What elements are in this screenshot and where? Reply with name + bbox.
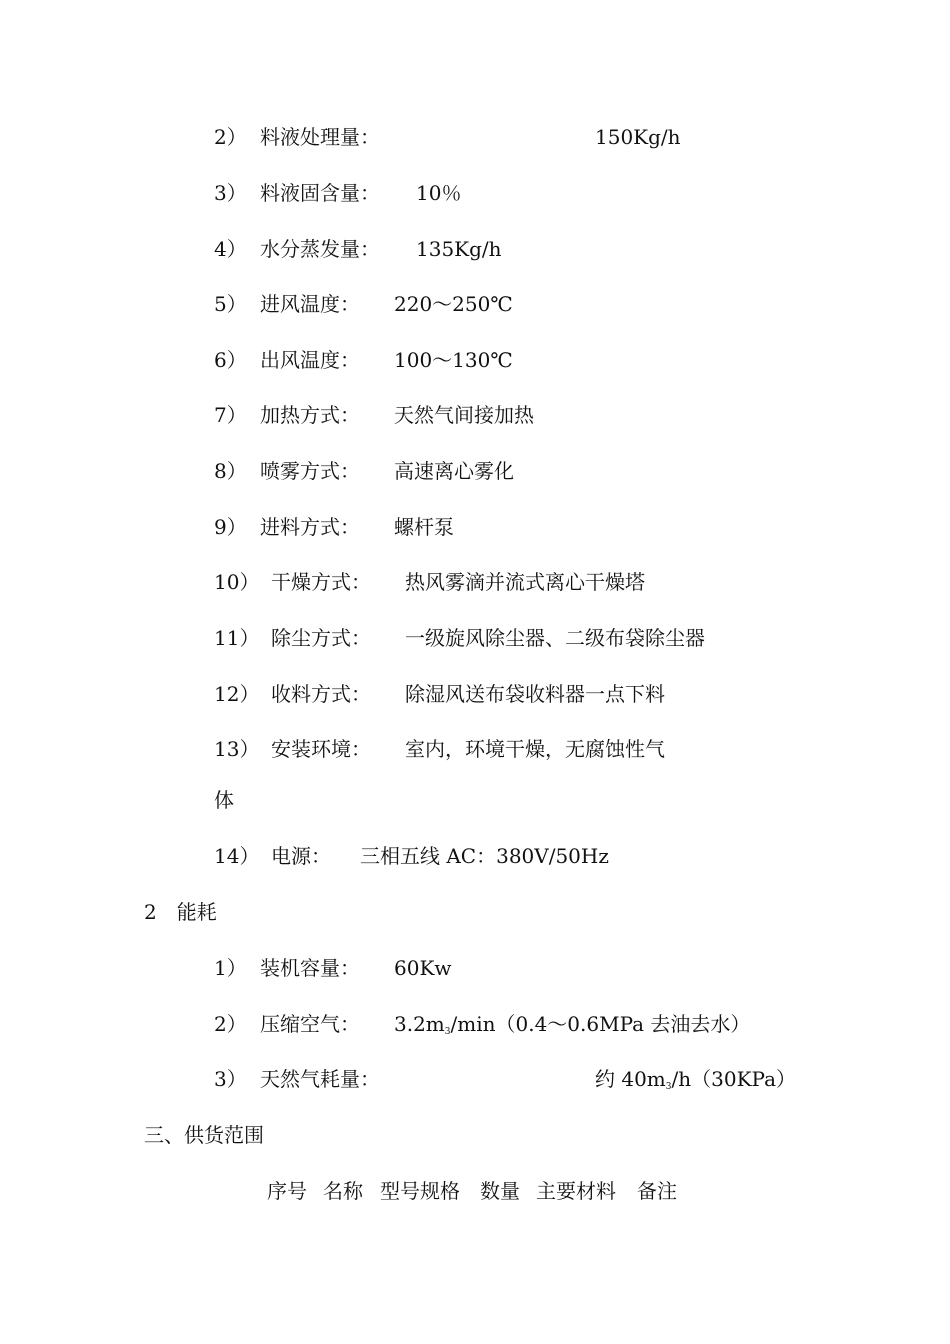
param-number: 6） [214, 348, 247, 372]
energy-value-main: 3.2m [394, 1012, 445, 1036]
param-value: 螺杆泵 [394, 515, 454, 539]
param-value: 一级旋风除尘器、二级布袋除尘器 [405, 626, 705, 650]
param-number: 10） [214, 570, 260, 594]
param-label: 收料方式： [271, 682, 371, 706]
param-number: 11） [214, 626, 260, 650]
table-header-cell: 主要材料 [536, 1179, 616, 1203]
param-number: 3） [214, 181, 247, 205]
param-label: 料液固含量： [260, 181, 380, 205]
param-value: 天然气间接加热 [394, 403, 534, 427]
param-number: 2） [214, 125, 247, 149]
param-value: 135Kg/h [416, 237, 502, 261]
energy-label: 压缩空气： [260, 1012, 360, 1036]
energy-value-sub: 3 [665, 1082, 672, 1092]
param-label: 电源： [271, 844, 331, 868]
param-number: 12） [214, 682, 260, 706]
table-header-cell: 型号规格 [380, 1179, 460, 1203]
energy-value-rest: /h（30KPa） [671, 1067, 797, 1091]
param-label: 加热方式： [260, 403, 360, 427]
param-value: 室内，环境干燥，无腐蚀性气 [405, 737, 665, 761]
param-label: 进风温度： [260, 292, 360, 316]
energy-value [394, 1012, 750, 1044]
param-label: 干燥方式： [271, 570, 371, 594]
param-value: 高速离心雾化 [394, 459, 514, 483]
section-heading: 2 能耗 [144, 900, 217, 924]
table-header-cell: 数量 [480, 1179, 520, 1203]
energy-value-rest: /min（0.4～0.6MPa 去油去水） [450, 1012, 751, 1036]
table-header-cell: 名称 [323, 1179, 363, 1203]
param-value: 10％ [416, 181, 462, 205]
param-label: 安装环境： [271, 737, 371, 761]
param-value: 三相五线 AC：380V/50Hz [360, 844, 609, 868]
param-number: 4） [214, 237, 247, 261]
energy-value-sub: 3 [444, 1027, 451, 1037]
param-value-wrap: 体 [214, 788, 234, 812]
table-header-cell: 备注 [637, 1179, 677, 1203]
table-header-cell: 序号 [267, 1179, 307, 1203]
energy-value-main: 约 40m [595, 1067, 666, 1091]
section-heading: 三、供货范围 [144, 1123, 264, 1147]
param-number: 13） [214, 737, 260, 761]
param-label: 水分蒸发量： [260, 237, 380, 261]
param-value: 220～250℃ [394, 292, 513, 316]
param-number: 8） [214, 459, 247, 483]
energy-label: 装机容量： [260, 956, 360, 980]
energy-value: 60Kw [394, 956, 452, 980]
energy-number: 3） [214, 1067, 247, 1091]
param-value: 100～130℃ [394, 348, 513, 372]
param-label: 出风温度： [260, 348, 360, 372]
param-number: 14） [214, 844, 260, 868]
energy-number: 1） [214, 956, 247, 980]
param-label: 除尘方式： [271, 626, 371, 650]
param-label: 料液处理量： [260, 125, 380, 149]
param-label: 进料方式： [260, 515, 360, 539]
param-value: 除湿风送布袋收料器一点下料 [405, 682, 665, 706]
param-label: 喷雾方式： [260, 459, 360, 483]
param-number: 5） [214, 292, 247, 316]
param-value: 150Kg/h [595, 125, 681, 149]
energy-number: 2） [214, 1012, 247, 1036]
energy-value [595, 1067, 796, 1099]
energy-label: 天然气耗量： [260, 1067, 380, 1091]
param-number: 7） [214, 403, 247, 427]
param-value: 热风雾滴并流式离心干燥塔 [405, 570, 645, 594]
param-number: 9） [214, 515, 247, 539]
